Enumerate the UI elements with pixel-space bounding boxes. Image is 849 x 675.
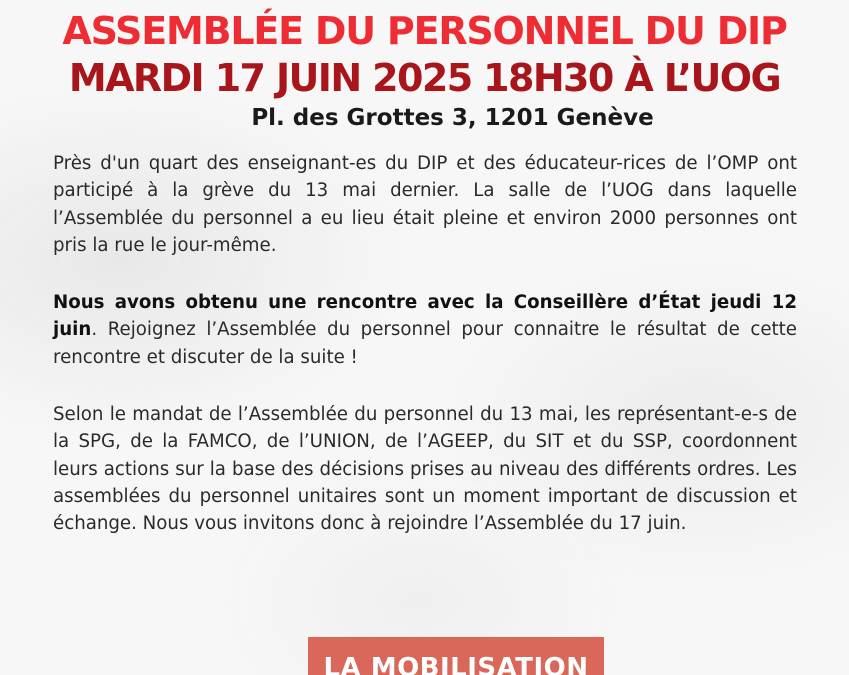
assembly-date-location: MARDI 17 JUIN 2025 18H30 À L’UOG bbox=[68, 56, 781, 100]
paragraph-strike-recap: Près d'un quart des enseignant-es du DIP et des éducateur-rices de l’OMP ont participé à la grève du 13 mai dernier. La salle de l’UOG dans laquelle l’Assemblée du personnel a eu lieu était pleine et environ 2000 personnes ont pris la rue le jour-même. bbox=[53, 153, 797, 256]
assembly-address: Pl. des Grottes 3, 1201 Genève bbox=[251, 105, 654, 131]
paragraph-meeting-bold: Nous avons obtenu une rencontre avec la Conseillère d’État jeudi 12 juin bbox=[53, 292, 797, 341]
mobilisation-button[interactable]: LA MOBILISATION bbox=[308, 637, 604, 675]
paragraph-meeting bbox=[53, 289, 797, 371]
assembly-title: ASSEMBLÉE DU PERSONNEL DU DIP bbox=[62, 9, 787, 53]
paragraph-meeting-rest: . Rejoignez l’Assemblée du personnel pour connaitre le résultat de cette rencontre et discuter de la suite ! bbox=[53, 319, 797, 368]
paragraph-mandate: Selon le mandat de l’Assemblée du personnel du 13 mai, les représentant-e-s de la SPG, de la FAMCO, de l’UNION, de l’AGEEP, du SIT et du SSP, coordonnent leurs actions sur la base des décisions prises au niveau des différents ordres. Les assemblées du personnel unitaires sont un moment important de discussion et échange. Nous vous invitons donc à rejoindre l’Assemblée du 17 juin. bbox=[53, 404, 797, 535]
